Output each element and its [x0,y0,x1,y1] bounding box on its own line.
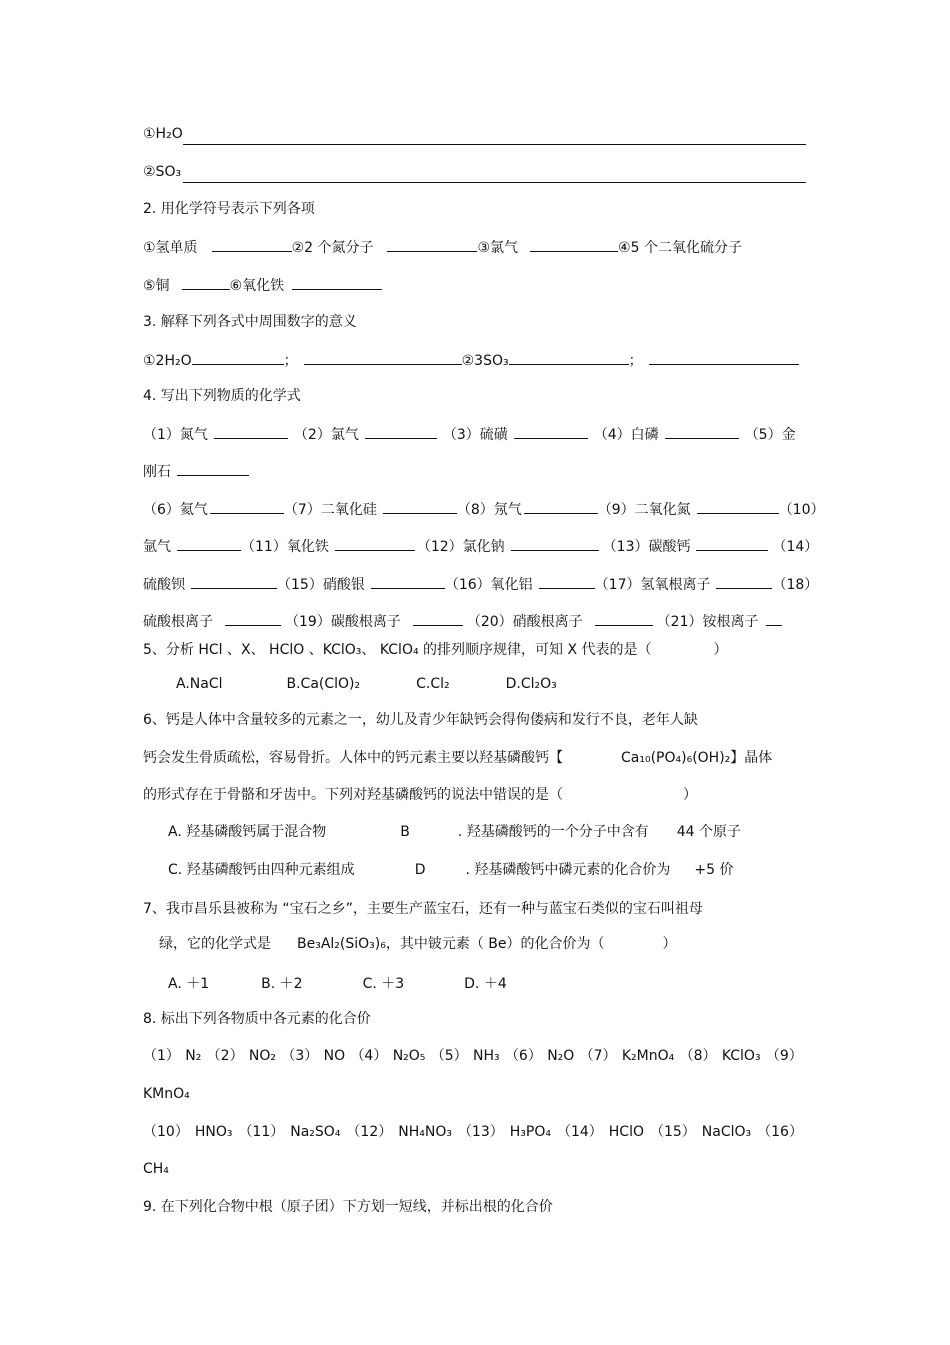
blank[interactable] [177,535,241,551]
item-number: （3） [281,1048,319,1064]
q7-options [168,974,507,994]
blank[interactable] [371,573,445,589]
formula: NH₄NO₃ [398,1124,452,1140]
option-a[interactable]: A.NaCl [176,676,223,692]
formula: NaClO₃ [701,1124,752,1140]
formula: N₂O [547,1048,575,1064]
q6-options-cd [168,860,733,880]
blank[interactable] [530,236,618,252]
blank[interactable] [292,274,382,290]
q8-row-2 [143,1122,803,1142]
blank[interactable] [210,498,284,514]
option-c[interactable]: C. 羟基磷酸钙由四种元素组成 [168,862,355,878]
q6-options-ab [168,822,741,842]
q3-title: 3. 解释下列各式中周围数字的意义 [143,314,357,330]
blank[interactable] [191,573,277,589]
item-number: （10） [143,1124,189,1140]
q8-row-1 [143,1046,803,1066]
option-d[interactable]: D.Cl₂O₃ [505,676,557,692]
option-a[interactable]: A. ＋1 [168,976,210,992]
item-number: （9） [765,1048,803,1064]
q2-row-2: ⑤铜 ⑥氧化铁 [143,274,382,294]
q1-item-2: ②SO₃ [143,164,182,180]
q4-row-4: 氩气 （11）氧化铁 （12）氯化钠 （13）碳酸钙 （14） [143,535,818,555]
blank[interactable] [214,423,288,439]
item-number: （13） [457,1124,504,1140]
item-number: （8） [679,1048,717,1064]
q4-row-1: （1）氮气 （2）氯气 （3）硫磺 （4）白磷 （5）金 [143,423,796,443]
option-b[interactable]: B. ＋2 [261,976,303,992]
blank[interactable] [365,423,437,439]
blank[interactable] [212,236,292,252]
formula: NO₂ [248,1048,277,1064]
item-number: （15） [649,1124,696,1140]
blank[interactable] [182,274,230,290]
q4-row-3: （6）氦气 （7）二氧化硅 （8）氖气 （9）二氧化氮 （10） [143,498,825,518]
blank[interactable] [177,460,249,476]
option-c[interactable]: C.Cl₂ [416,676,450,692]
formula: N₂O₅ [392,1048,426,1064]
item-number: （11） [238,1124,285,1140]
q1-answer-line-1[interactable] [183,143,806,145]
blank[interactable] [539,573,595,589]
formula: K₂MnO₄ [621,1048,675,1064]
q1-answer-line-2[interactable] [183,181,806,183]
formula: Na₂SO₄ [290,1124,341,1140]
q6-line-1: 6、钙是人体中含量较多的元素之一，幼儿及青少年缺钙会得佝偻病和发行不良，老年人缺 [143,712,698,728]
item-number: （2） [206,1048,244,1064]
blank[interactable] [649,349,799,365]
formula: HClO [608,1124,644,1140]
q8-title: 8. 标出下列各物质中各元素的化合价 [143,1011,371,1027]
item-number: （6） [504,1048,542,1064]
q4-row-5: 硫酸钡 （15）硝酸银 （16）氧化铝 （17）氢氧根离子 （18） [143,573,818,593]
formula: HNO₃ [194,1124,233,1140]
blank[interactable] [509,349,629,365]
q2-row-1: ①氢单质 ②2 个氮分子 ③氯气 ④5 个二氧化硫分子 [143,236,742,256]
option-b[interactable]: B . 羟基磷酸钙的一个分子中含有 44 个原子 [400,824,742,840]
q5-stem: 5、分析 HCl 、X、 HClO 、KClO₃、 KClO₄ 的排列顺序规律，可知 X 代表的是（ ） [143,642,728,658]
blank[interactable] [225,610,281,626]
option-b[interactable]: B.Ca(ClO)₂ [286,676,361,692]
option-d[interactable]: D. ＋4 [464,976,507,992]
q4-row-2: 刚石 [143,460,249,480]
blank[interactable] [696,535,768,551]
item-number: （16） [757,1124,803,1140]
option-a[interactable]: A. 羟基磷酸钙属于混合物 [168,824,327,840]
formula: H₃PO₄ [509,1124,551,1140]
q8-row-2b: CH₄ [143,1161,169,1177]
formula: KClO₃ [721,1048,761,1064]
item-number: （7） [579,1048,617,1064]
blank[interactable] [192,349,284,365]
blank[interactable] [697,498,779,514]
q2-title: 2. 用化学符号表示下列各项 [143,201,315,217]
item-number: （5） [430,1048,468,1064]
blank[interactable] [413,610,463,626]
q6-line-2: 钙会发生骨质疏松，容易骨折。人体中的钙元素主要以羟基磷酸钙【 Ca₁₀(PO₄)₆(OH)₂】晶体 [143,750,773,766]
q3-row: ①2H₂O ； ②3SO₃ ； [143,349,799,369]
q9-title: 9. 在下列化合物中根（原子团）下方划一短线，并标出根的化合价 [143,1199,553,1215]
q1-item-1: ①H₂O [143,126,183,142]
blank[interactable] [387,236,477,252]
item-number: （4） [350,1048,388,1064]
blank[interactable] [383,498,457,514]
option-d[interactable]: D . 羟基磷酸钙中磷元素的化合价为 +5 价 [414,862,734,878]
blank[interactable] [665,423,739,439]
item-number: （14） [556,1124,603,1140]
q6-line-3: 的形式存在于骨骼和牙齿中。下列对羟基磷酸钙的说法中错误的是（ ） [143,787,697,803]
q5-options [176,674,557,694]
q8-row-1b: KMnO₄ [143,1086,190,1102]
formula: N₂ [185,1048,202,1064]
blank[interactable] [511,535,599,551]
item-number: （12） [346,1124,393,1140]
q7-line-2: 绿，它的化学式是 Be₃Al₂(SiO₃)₆，其中铍元素（ Be）的化合价为（ ） [159,936,677,952]
q7-line-1: 7、我市昌乐县被称为 “宝石之乡”，主要生产蓝宝石，还有一种与蓝宝石类似的宝石叫祖母 [143,901,703,917]
q4-title: 4. 写出下列物质的化学式 [143,388,301,404]
blank[interactable] [514,423,588,439]
item-number: （1） [143,1048,180,1064]
blank[interactable] [766,610,782,626]
formula: NH₃ [472,1048,500,1064]
option-c[interactable]: C. ＋3 [362,976,405,992]
q4-row-6: 硫酸根离子 （19）碳酸根离子 （20）硝酸根离子 （21）铵根离子 [143,610,782,630]
blank[interactable] [335,535,415,551]
blank[interactable] [716,573,772,589]
blank[interactable] [304,349,462,365]
blank[interactable] [595,610,653,626]
formula: NO [323,1048,346,1064]
blank[interactable] [524,498,598,514]
